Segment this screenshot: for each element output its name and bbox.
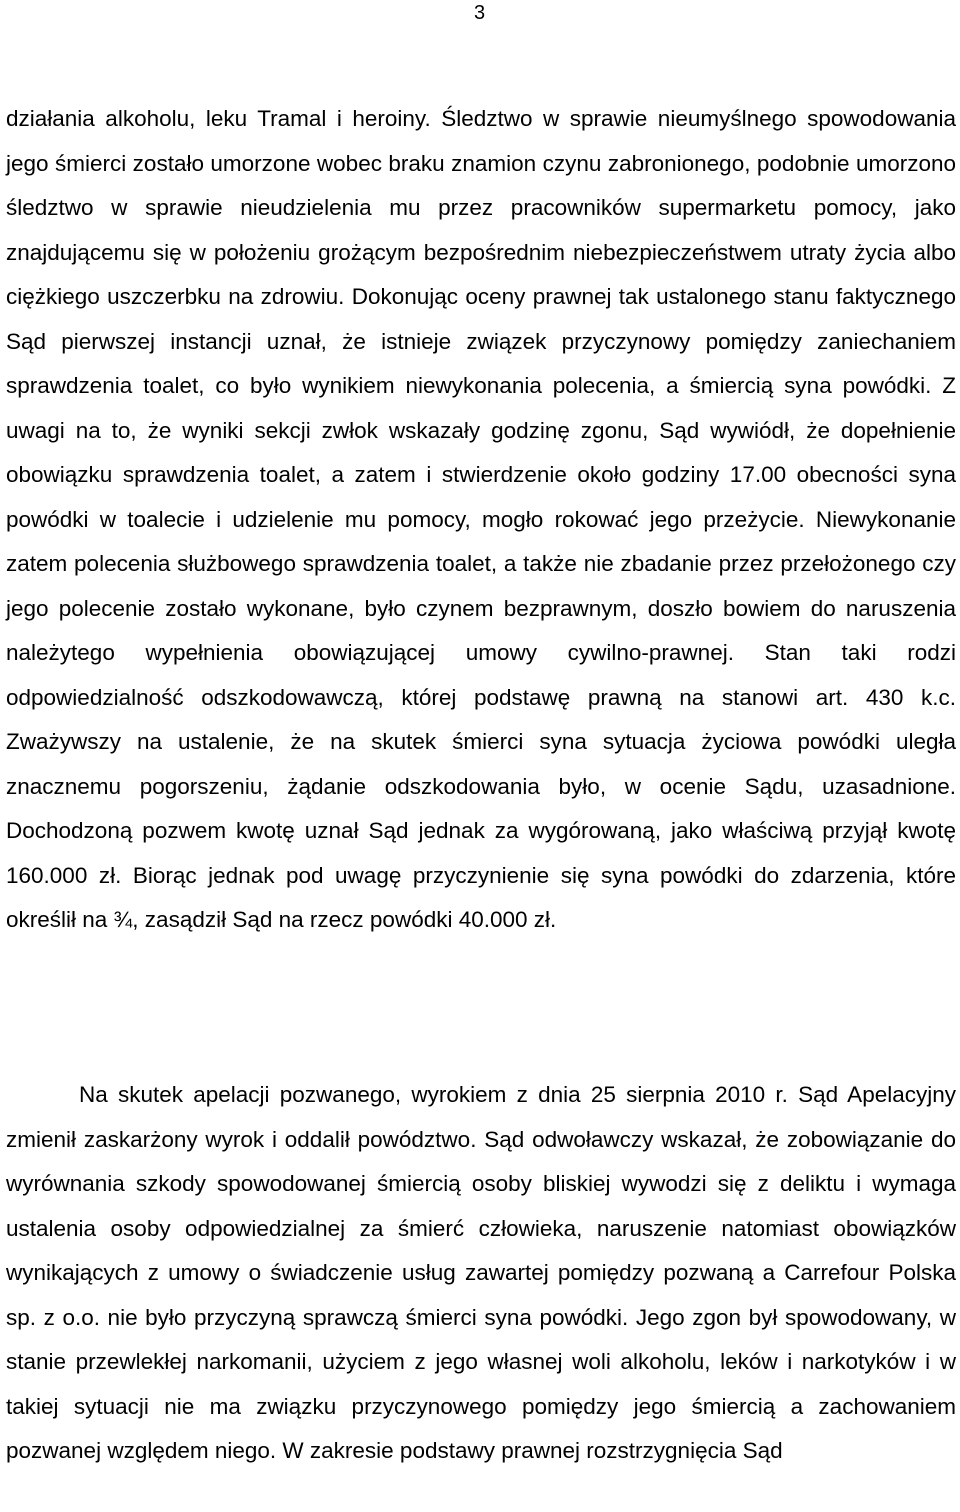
page-number: 3 xyxy=(474,2,486,24)
body-paragraph: Na skutek apelacji pozwanego, wyrokiem z dnia 25 sierpnia 2010 r. Sąd Apelacyjny zmienił zaskarżony wyrok i oddalił powództwo. Sąd odwoławczy wskazał, że zobowiązanie do wyrównania szkody spowodowanej śmiercią osoby bliskiej wywodzi się z deliktu i wymaga ustalenia osoby odpowiedzialnej za śmierć człowieka, naruszenie natomiast obowiązków wynikających z umowy o świadczenie usług zawartej pomiędzy pozwaną a Carrefour Polska sp. z o.o. nie było przyczyną sprawczą śmierci syna powódki. Jego zgon był spowodowany, w stanie przewlekłej narkomanii, użyciem z jego własnej woli alkoholu, leków i narkotyków i w takiej sytuacji nie ma związku przyczynowego pomiędzy jego śmiercią a zachowaniem pozwanej względem niego. W zakresie podstawy prawnej rozstrzygnięcia Sąd xyxy=(6,1082,956,1463)
body-paragraph: działania alkoholu, leku Tramal i heroiny. Śledztwo w sprawie nieumyślnego spowodowania jego śmierci zostało umorzone wobec braku znamion czynu zabronionego, podobnie umorzono śledztwo w sprawie nieudzielenia mu przez pracowników supermarketu pomocy, jako znajdującemu się w położeniu grożącym bezpośrednim niebezpieczeństwem utraty życia albo ciężkiego uszczerbku na zdrowiu. Dokonując oceny prawnej tak ustalonego stanu faktycznego Sąd pierwszej instancji uznał, że istnieje związek przyczynowy pomiędzy zaniechaniem sprawdzenia toalet, co było wynikiem niewykonania polecenia, a śmiercią syna powódki. Z uwagi na to, że wyniki sekcji zwłok wskazały godzinę zgonu, Sąd wywiódł, że dopełnienie obowiązku sprawdzenia toalet, a zatem i stwierdzenie około godziny 17.00 obecności syna powódki w toalecie i udzielenie mu pomocy, mogło rokować jego przeżycie. Niewykonanie zatem polecenia służbowego sprawdzenia toalet, a także nie zbadanie przez przełożonego czy jego polecenie zostało wykonane, było czynem bezprawnym, doszło bowiem do naruszenia należytego wypełnienia obowiązującej umowy cywilno-prawnej. Stan taki rodzi odpowiedzialność odszkodowawczą, której podstawę prawną na stanowi art. 430 k.c. Zważywszy na ustalenie, że na skutek śmierci syna sytuacja życiowa powódki uległa znacznemu pogorszeniu, żądanie odszkodowania było, w ocenie Sądu, uzasadnione. Dochodzoną pozwem kwotę uznał Sąd jednak za wygórowaną, jako właściwą przyjął kwotę 160.000 zł. Biorąc jednak pod uwagę przyczynienie się syna powódki do zdarzenia, które określił na ¾, zasądził Sąd na rzecz powódki 40.000 zł. xyxy=(6,106,956,932)
